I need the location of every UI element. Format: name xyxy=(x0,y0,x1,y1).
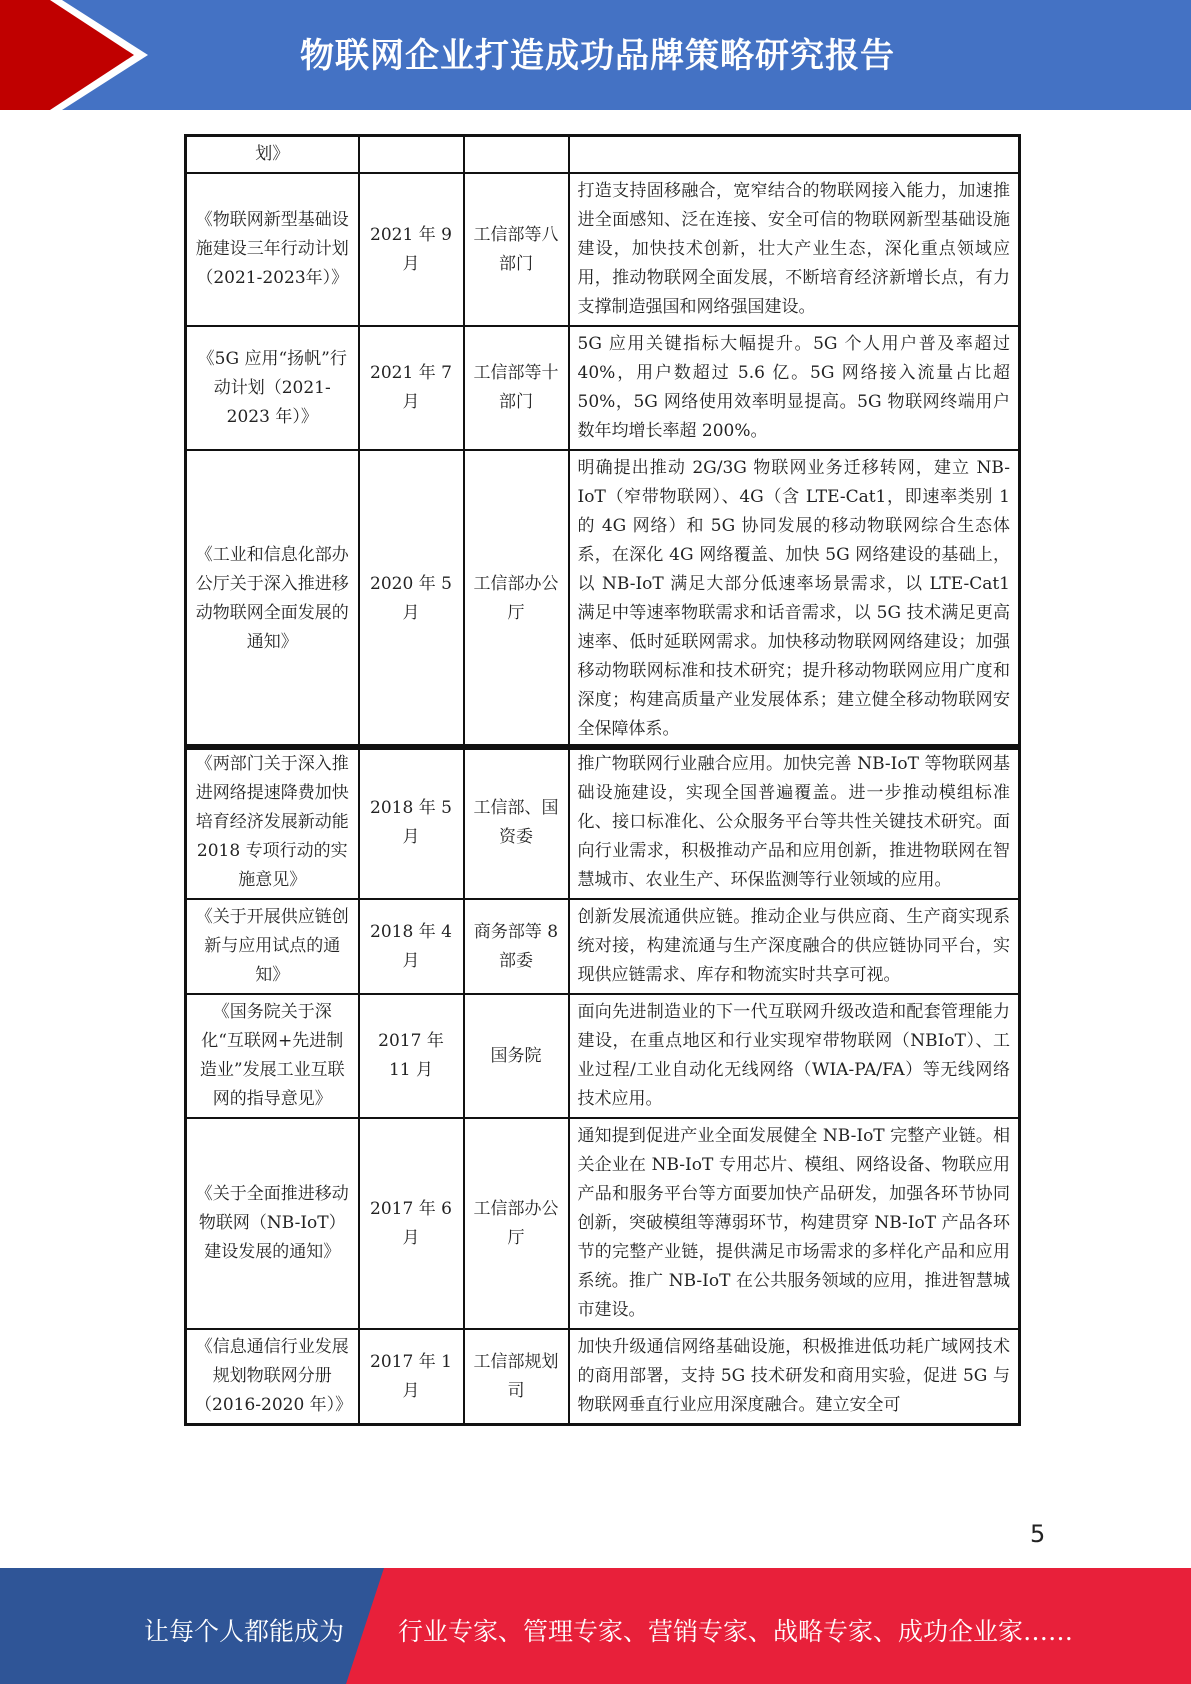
issuing-dept-cell: 工信部等八部门 xyxy=(464,173,569,326)
policy-name-cell: 《两部门关于深入推进网络提速降费加快培育经济发展新动能 2018 专项行动的实施意见》 xyxy=(186,746,359,900)
policy-table-1 xyxy=(184,134,1021,750)
issuing-dept-cell xyxy=(464,136,569,174)
policy-name-cell: 《工业和信息化部办公厅关于深入推进移动物联网全面发展的通知》 xyxy=(186,450,359,749)
policy-content-cell xyxy=(569,136,1020,174)
policy-name-cell: 《关于开展供应链创新与应用试点的通知》 xyxy=(186,899,359,994)
table-row xyxy=(186,899,1020,994)
issuing-dept-cell: 工信部等十部门 xyxy=(464,326,569,450)
table-row xyxy=(186,136,1020,174)
policy-name-cell: 划》 xyxy=(186,136,359,174)
issue-date-cell: 2018 年 4 月 xyxy=(359,899,464,994)
issue-date-cell: 2021 年 7 月 xyxy=(359,326,464,450)
policy-content-cell: 加快升级通信网络基础设施，积极推进低功耗广域网技术的商用部署，支持 5G 技术研发和商用实验，促进 5G 与物联网垂直行业应用深度融合。建立安全可 xyxy=(569,1329,1020,1425)
policy-name-cell: 《关于全面推进移动物联网（NB-IoT）建设发展的通知》 xyxy=(186,1118,359,1329)
page-footer xyxy=(0,1568,1191,1684)
table-row xyxy=(186,173,1020,326)
policy-table-2 xyxy=(184,744,1021,1426)
table-row xyxy=(186,994,1020,1118)
policy-content-cell: 面向先进制造业的下一代互联网升级改造和配套管理能力建设，在重点地区和行业实现窄带物联网（NBIoT）、工业过程/工业自动化无线网络（WIA-PA/FA）等无线网络技术应用。 xyxy=(569,994,1020,1118)
table-row xyxy=(186,1118,1020,1329)
table-row xyxy=(186,326,1020,450)
issue-date-cell: 2020 年 5 月 xyxy=(359,450,464,749)
issue-date-cell: 2018 年 5 月 xyxy=(359,746,464,900)
header-chevron-decoration xyxy=(0,0,160,110)
policy-content-cell: 通知提到促进产业全面发展健全 NB-IoT 完整产业链。相关企业在 NB-IoT 专用芯片、模组、网络设备、物联应用产品和服务平台等方面要加快产品研发，加强各环节协同创新，突破模组等薄弱环节，构建贯穿 NB-IoT 产品各环节的完整产业链，提供满足市场需求的多样化产品和应用系统。推广 NB-IoT 在公共服务领域的应用，推进智慧城市建设。 xyxy=(569,1118,1020,1329)
issue-date-cell: 2017 年 6 月 xyxy=(359,1118,464,1329)
policy-content-cell: 推广物联网行业融合应用。加快完善 NB-IoT 等物联网基础设施建设，实现全国普遍覆盖。进一步推动模组标准化、接口标准化、公众服务平台等共性关键技术研究。面向行业需求，积极推动产品和应用创新，推进物联网在智慧城市、农业生产、环保监测等行业领域的应用。 xyxy=(569,746,1020,900)
policy-name-cell: 《信息通信行业发展规划物联网分册（2016-2020 年）》 xyxy=(186,1329,359,1425)
policy-name-cell: 《物联网新型基础设施建设三年行动计划（2021-2023年）》 xyxy=(186,173,359,326)
policy-content-cell: 5G 应用关键指标大幅提升。5G 个人用户普及率超过 40%，用户数超过 5.6 亿。5G 网络接入流量占比超 50%，5G 网络使用效率明显提高。5G 物联网终端用户数年均增长率超 200%。 xyxy=(569,326,1020,450)
footer-slogan-left: 让每个人都能成为 xyxy=(144,1617,345,1646)
page-header xyxy=(0,0,1191,110)
issuing-dept-cell: 商务部等 8 部委 xyxy=(464,899,569,994)
footer-slogan-right: 行业专家、管理专家、营销专家、战略专家、成功企业家…… xyxy=(398,1617,1074,1646)
table-row xyxy=(186,746,1020,900)
table-row xyxy=(186,450,1020,749)
issuing-dept-cell: 工信部规划司 xyxy=(464,1329,569,1425)
issuing-dept-cell: 工信部办公厅 xyxy=(464,450,569,749)
issue-date-cell: 2021 年 9 月 xyxy=(359,173,464,326)
issue-date-cell: 2017 年 1 月 xyxy=(359,1329,464,1425)
policy-content-cell: 明确提出推动 2G/3G 物联网业务迁移转网，建立 NB-IoT（窄带物联网）、4G（含 LTE-Cat1，即速率类别 1 的 4G 网络）和 5G 协同发展的移动物联网综合生态体系，在深化 4G 网络覆盖、加快 5G 网络建设的基础上，以 NB-IoT 满足大部分低速率场景需求，以 LTE-Cat1 满足中等速率物联需求和话音需求，以 5G 技术满足更高速率、低时延联网需求。加快移动物联网网络建设；加强移动物联网标准和技术研究；提升移动物联网应用广度和深度；构建高质量产业发展体系；建立健全移动物联网安全保障体系。 xyxy=(569,450,1020,749)
report-title: 物联网企业打造成功品牌策略研究报告 xyxy=(300,36,895,76)
issue-date-cell xyxy=(359,136,464,174)
issue-date-cell: 2017 年 11 月 xyxy=(359,994,464,1118)
policy-content-cell: 创新发展流通供应链。推动企业与供应商、生产商实现系统对接，构建流通与生产深度融合的供应链协同平台，实现供应链需求、库存和物流实时共享可视。 xyxy=(569,899,1020,994)
policy-name-cell: 《国务院关于深化“互联网+先进制造业”发展工业互联网的指导意见》 xyxy=(186,994,359,1118)
issuing-dept-cell: 国务院 xyxy=(464,994,569,1118)
policy-content-cell: 打造支持固移融合，宽窄结合的物联网接入能力，加速推进全面感知、泛在连接、安全可信的物联网新型基础设施建设，加快技术创新，壮大产业生态，深化重点领域应用，推动物联网全面发展，不断培育经济新增长点，有力支撑制造强国和网络强国建设。 xyxy=(569,173,1020,326)
page-number: 5 xyxy=(1030,1520,1046,1548)
policy-name-cell: 《5G 应用“扬帆”行动计划（2021-2023 年）》 xyxy=(186,326,359,450)
table-row xyxy=(186,1329,1020,1425)
issuing-dept-cell: 工信部办公厅 xyxy=(464,1118,569,1329)
issuing-dept-cell: 工信部、国资委 xyxy=(464,746,569,900)
